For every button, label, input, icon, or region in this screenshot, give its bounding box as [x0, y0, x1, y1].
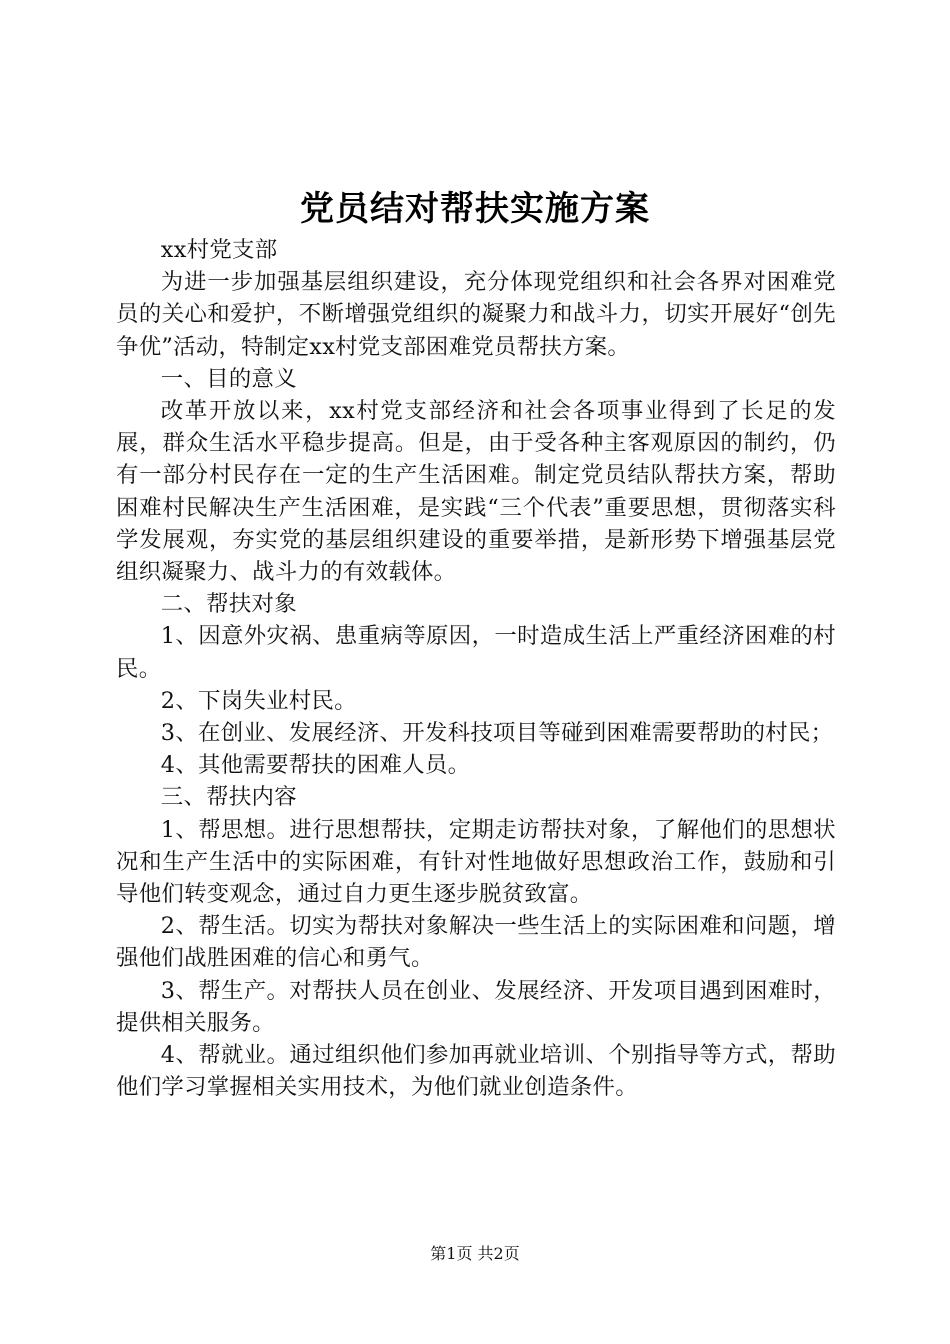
- document-body: [116, 234, 836, 1103]
- target-item-2: 2、下岗失业村民。: [160, 687, 357, 714]
- content-item-1: 1、帮思想。进行思想帮扶，定期走访帮扶对象，了解他们的思想状况和生产生活中的实际困难，有针对性地做好思想政治工作，鼓励和引导他们转变观念，通过自力更生逐步脱贫致富。: [116, 816, 836, 908]
- section-heading-purpose: 一、目的意义: [160, 365, 297, 392]
- target-item-1: 1、因意外灾祸、患重病等原因，一时造成生活上严重经济困难的村民。: [116, 623, 836, 682]
- section-heading-content: 三、帮扶内容: [160, 784, 297, 811]
- section-heading-targets: 二、帮扶对象: [160, 591, 297, 618]
- target-item-4: 4、其他需要帮扶的困难人员。: [160, 752, 471, 779]
- target-item-3: 3、在创业、发展经济、开发科技项目等碰到困难需要帮助的村民；: [160, 720, 834, 747]
- intro-paragraph: 为进一步加强基层组织建设，充分体现党组织和社会各界对困难党员的关心和爱护，不断增强党组织的凝聚力和战斗力，切实开展好“创先争优”活动，特制定xx村党支部困难党员帮扶方案。: [116, 269, 836, 360]
- page-footer: 第1页 共2页: [430, 1244, 520, 1263]
- content-item-3: 3、帮生产。对帮扶人员在创业、发展经济、开发项目遇到困难时，提供相关服务。: [116, 977, 836, 1036]
- content-item-4: 4、帮就业。通过组织他们参加再就业培训、个别指导等方式，帮助他们学习掌握相关实用技术，为他们就业创造条件。: [116, 1042, 836, 1101]
- document-title: 党员结对帮扶实施方案: [300, 189, 650, 229]
- purpose-paragraph: 改革开放以来，xx村党支部经济和社会各项事业得到了长足的发展，群众生活水平稳步提高。但是，由于受各种主客观原因的制约，仍有一部分村民存在一定的生产生活困难。制定党员结队帮扶方案，帮助困难村民解决生产生活困难，是实践“三个代表”重要思想，贯彻落实科学发展观，夯实党的基层组织建设的重要举措，是新形势下增强基层党组织凝聚力、战斗力的有效载体。: [116, 398, 836, 586]
- organization-line: xx村党支部: [160, 237, 278, 263]
- content-item-2: 2、帮生活。切实为帮扶对象解决一些生活上的实际困难和问题，增强他们战胜困难的信心和勇气。: [116, 913, 836, 972]
